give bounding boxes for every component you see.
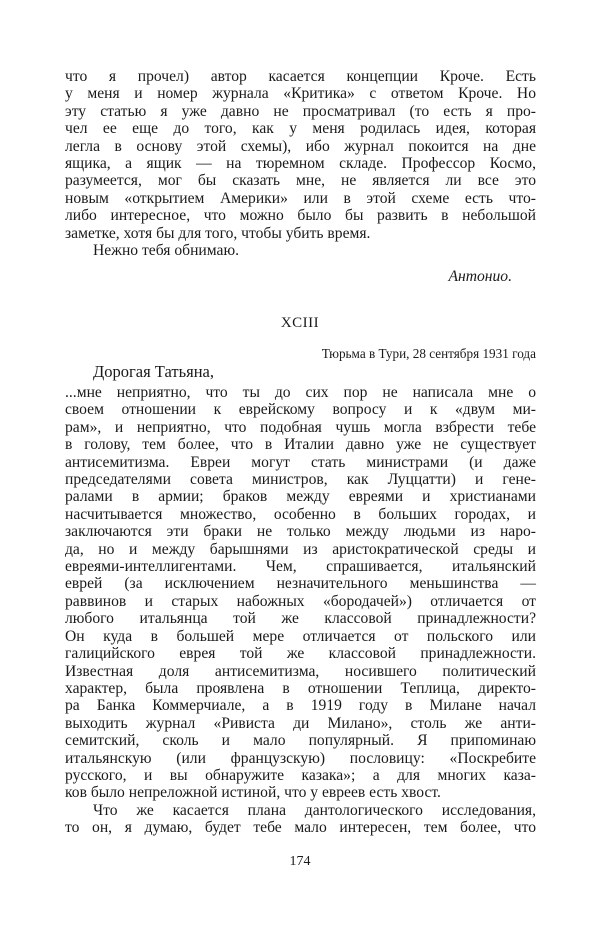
- text-line: заключаются эти браки не только между людьми из наро-: [65, 523, 536, 541]
- text-line: насчитывается множество, особенно в больших городах, и: [65, 505, 536, 523]
- text-line: ящика, а ящик — на тюремном складе. Профессор Космо,: [65, 155, 536, 173]
- text-line: то он, я думаю, будет тебе мало интересен, тем более, что: [65, 819, 536, 837]
- signature: Антонио.: [448, 268, 512, 285]
- text-line: разумеется, мог бы сказать мне, не является ли все это: [65, 172, 536, 190]
- text-line: что я прочел) автор касается концепции Кроче. Есть: [65, 68, 536, 85]
- closing: Нежно тебя обнимаю.: [93, 242, 240, 260]
- salutation: Дорогая Татьяна,: [93, 362, 214, 381]
- text-line: Известная доля антисемитизма, носившего политический: [65, 662, 536, 680]
- text-line: да, но и между барышнями из аристократической среды и: [65, 540, 536, 558]
- text-line: у меня и номер журнала «Критика» с ответом Кроче. Но: [65, 85, 536, 103]
- letter-body: [65, 384, 536, 837]
- text-line: ков было непреложной истиной, что у евреев есть хвост.: [65, 784, 441, 802]
- page-number: 174: [289, 854, 311, 869]
- text-line: евреями-интеллигентами. Чем, спрашивается, итальянский: [65, 558, 536, 576]
- text-line: председателями совета министров, как Луццатти) и гене-: [65, 471, 536, 489]
- text-line: рам», и неприятно, что подобная чушь могла взбрести тебе: [65, 418, 536, 436]
- text-line: галицийского еврея той же классовой принадлежности.: [65, 645, 536, 663]
- text-line: своем отношении к еврейскому вопросу и к «двум ми-: [65, 401, 536, 419]
- text-line: легла в основу этой схемы), ибо журнал покоится на дне: [65, 137, 536, 155]
- text-line: новым «открытием Америки» или в этой схеме есть что-: [65, 189, 536, 207]
- text-line: характер, была проявлена в отношении Теплица, директо-: [65, 679, 536, 697]
- text-line: чел ее еще до того, как у меня родилась идея, которая: [65, 120, 536, 138]
- text-line: Что же касается плана дантологического исследования,: [93, 801, 536, 819]
- text-line: антисемитизма. Евреи могут стать министрами (и даже: [65, 453, 536, 471]
- text-line: русского, и вы обнаружите казака»; а для многих каза-: [65, 766, 536, 784]
- text-line: Он куда в большей мере отличается от польского или: [65, 627, 536, 645]
- text-line: еврей (за исключением незначительного меньшинства —: [65, 575, 536, 593]
- text-line: выходить журнал «Ривиста ди Милано», столь же анти-: [65, 714, 536, 732]
- text-line: заметке, хотя бы для того, чтобы убить время.: [65, 224, 371, 242]
- text-line: в голову, тем более, что в Италии давно уже не существует: [65, 436, 536, 454]
- text-line: эту статью я уже давно не просматривал (то есть я про-: [65, 102, 536, 120]
- previous-letter-text: [65, 68, 536, 259]
- text-line: ралами в армии; браков между евреями и христианами: [65, 488, 536, 506]
- text-line: либо интересное, что можно было бы развить в небольшой: [65, 207, 536, 225]
- letter-number: XCIII: [280, 315, 320, 331]
- text-line: ра Банка Коммерчиале, а в 1919 году в Милане начал: [65, 697, 536, 715]
- text-line: ...мне неприятно, что ты до сих пор не написала мне о: [65, 384, 536, 401]
- text-line: раввинов и старых набожных «бородачей») отличается от: [65, 592, 536, 610]
- text-line: семитский, сколь и мало популярный. Я припоминаю: [65, 732, 536, 750]
- dateline: Тюрьма в Тури, 28 сентября 1931 года: [321, 346, 536, 361]
- text-line: итальянскую (или французскую) пословицу: «Поскребите: [65, 749, 536, 767]
- text-line: любого итальянца той же классовой принадлежности?: [65, 610, 536, 628]
